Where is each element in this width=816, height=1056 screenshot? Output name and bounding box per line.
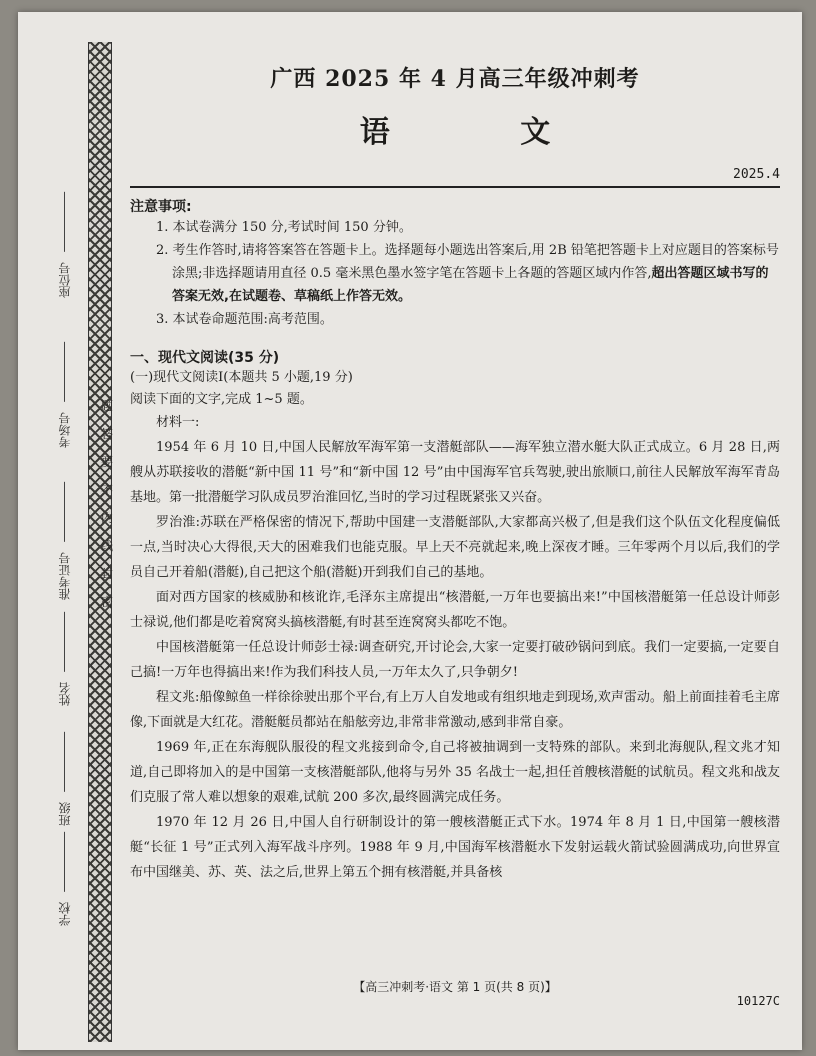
name-label: 姓名: [56, 612, 73, 706]
header-rule: [130, 186, 780, 188]
seal-char: 内: [100, 511, 113, 525]
passage-paragraph: 1970 年 12 月 26 日,中国人自行研制设计的第一艘核潜艇正式下水。1974 年 8 月 1 日,中国第一艘核潜艇“长征 1 号”正式列入海军战斗序列。1988 年 9 月,中国海军核潜艇水下发射运载火箭试验圆满成功,向世界宣布中国继美、苏、英、法之后,世界上第五个拥有核潜艇,并具备核: [130, 815, 780, 880]
exam-sheet: [18, 12, 802, 1050]
exam-date: 2025.4: [733, 167, 780, 182]
seal-char: 题: [100, 399, 113, 413]
notice-item: 2. 考生作答时,请将答案答在答题卡上。选择题每小题选出答案后,用 2B 铅笔把答题卡上对应题目的答案标号涂黑;非选择题请用直径 0.5 毫米黑色墨水签字笔在答题卡上各题的答题区域内作答,超出答题区域书写的答案无效,在试题卷、草稿纸上作答无效。: [156, 243, 779, 304]
exam-title: 广西 2025 年 4 月高三年级冲刺考: [270, 66, 640, 92]
student-info-column: [48, 192, 88, 926]
notice-emphasis: 超出答题区域书写的答案无效,在试题卷、草稿纸上作答无效。: [172, 266, 769, 304]
passage-paragraph: 中国核潜艇第一任总设计师彭士禄:调查研究,开讨论会,大家一定要打破砂锅问到底。我们一定要搞,一定要自己搞!一万年也得搞出来!作为我们科技人员,一万年太久了,只争朝夕!: [130, 640, 780, 680]
subsection-heading: (一)现代文阅读Ⅰ(本题共 5 小题,19 分): [130, 370, 353, 385]
material-label: 材料一:: [156, 415, 200, 430]
class-label: 班级: [56, 732, 73, 826]
passage-paragraph: 面对西方国家的核威胁和核讹诈,毛泽东主席提出“核潜艇,一万年也要搞出来!”中国核潜艇第一任总设计师彭士禄说,他们都是吃着窝窝头搞核潜艇,有时甚至连窝窝头都吃不饱。: [130, 590, 780, 630]
notice-item: 1. 本试卷满分 150 分,考试时间 150 分钟。: [156, 220, 412, 235]
passage-paragraph: 1969 年,正在东海舰队服役的程文兆接到命令,自己将被抽调到一支特殊的部队。来到北海舰队,程文兆才知道,自己即将加入的是中国第一支核潜艇部队,他将与另外 35 名战士一起,担任首艘核潜艇的试航员。程文兆和战友们克服了常人难以想象的艰难,试航 200 多次,最终圆满完成任务。: [130, 740, 780, 805]
seal-char: 封: [100, 567, 113, 581]
seat-number-label: 座位号: [56, 192, 73, 298]
reading-instruction: 阅读下面的文字,完成 1~5 题。: [130, 392, 313, 407]
school-label: 学校: [56, 832, 73, 926]
passage-paragraph: 罗治淮:苏联在严格保密的情况下,帮助中国建一支潜艇部队,大家都高兴极了,但是我们这个队伍文化程度偏低一点,当时决心大得很,天大的困难我们也能克服。早上天不亮就起来,晚上深夜才睡。三年零两个月以后,我们的学员自己开着船(潜艇),自己把这个船(潜艇)开到我们自己的基地。: [130, 515, 780, 580]
section-heading: 一、现代文阅读(35 分): [130, 350, 280, 366]
seal-char: 密: [100, 595, 113, 609]
exam-room-label: 考场号: [56, 342, 73, 448]
seal-char: 答: [100, 427, 113, 441]
passage-paragraph: 1954 年 6 月 10 日,中国人民解放军海军第一支潜艇部队——海军独立潜水艇大队正式成立。6 月 28 日,两艘从苏联接收的潜艇“新中国 11 号”和“新中国 12 号”由中国海军官兵驾驶,驶出旅顺口,前往人民解放军海军青岛基地。第一批潜艇学习队成员罗治淮回忆,当时的学习过程既紧张又兴奋。: [130, 440, 780, 505]
seal-char: 线: [100, 539, 113, 553]
page-footer: 【高三冲刺考·语文 第 1 页(共 8 页)】: [353, 980, 557, 994]
seal-line-notice: [98, 392, 116, 616]
admission-number-label: 准考证号: [56, 482, 73, 600]
passage-paragraph: 程文兆:船像鲸鱼一样徐徐驶出那个平台,有上万人自发地或有组织地走到现场,欢声雷动。船上前面挂着毛主席像,下面就是大红花。潜艇艇员都站在船舷旁边,非常非常激动,感到非常自豪。: [130, 690, 780, 730]
notices-heading: 注意事项:: [130, 199, 192, 215]
seal-char: 不: [100, 483, 113, 497]
subject-title: 语 文: [359, 115, 611, 150]
main-content: [130, 12, 780, 1008]
notice-item: 3. 本试卷命题范围:高考范围。: [156, 312, 333, 327]
paper-code: 10127C: [736, 994, 780, 1008]
seal-char: 要: [100, 455, 113, 469]
